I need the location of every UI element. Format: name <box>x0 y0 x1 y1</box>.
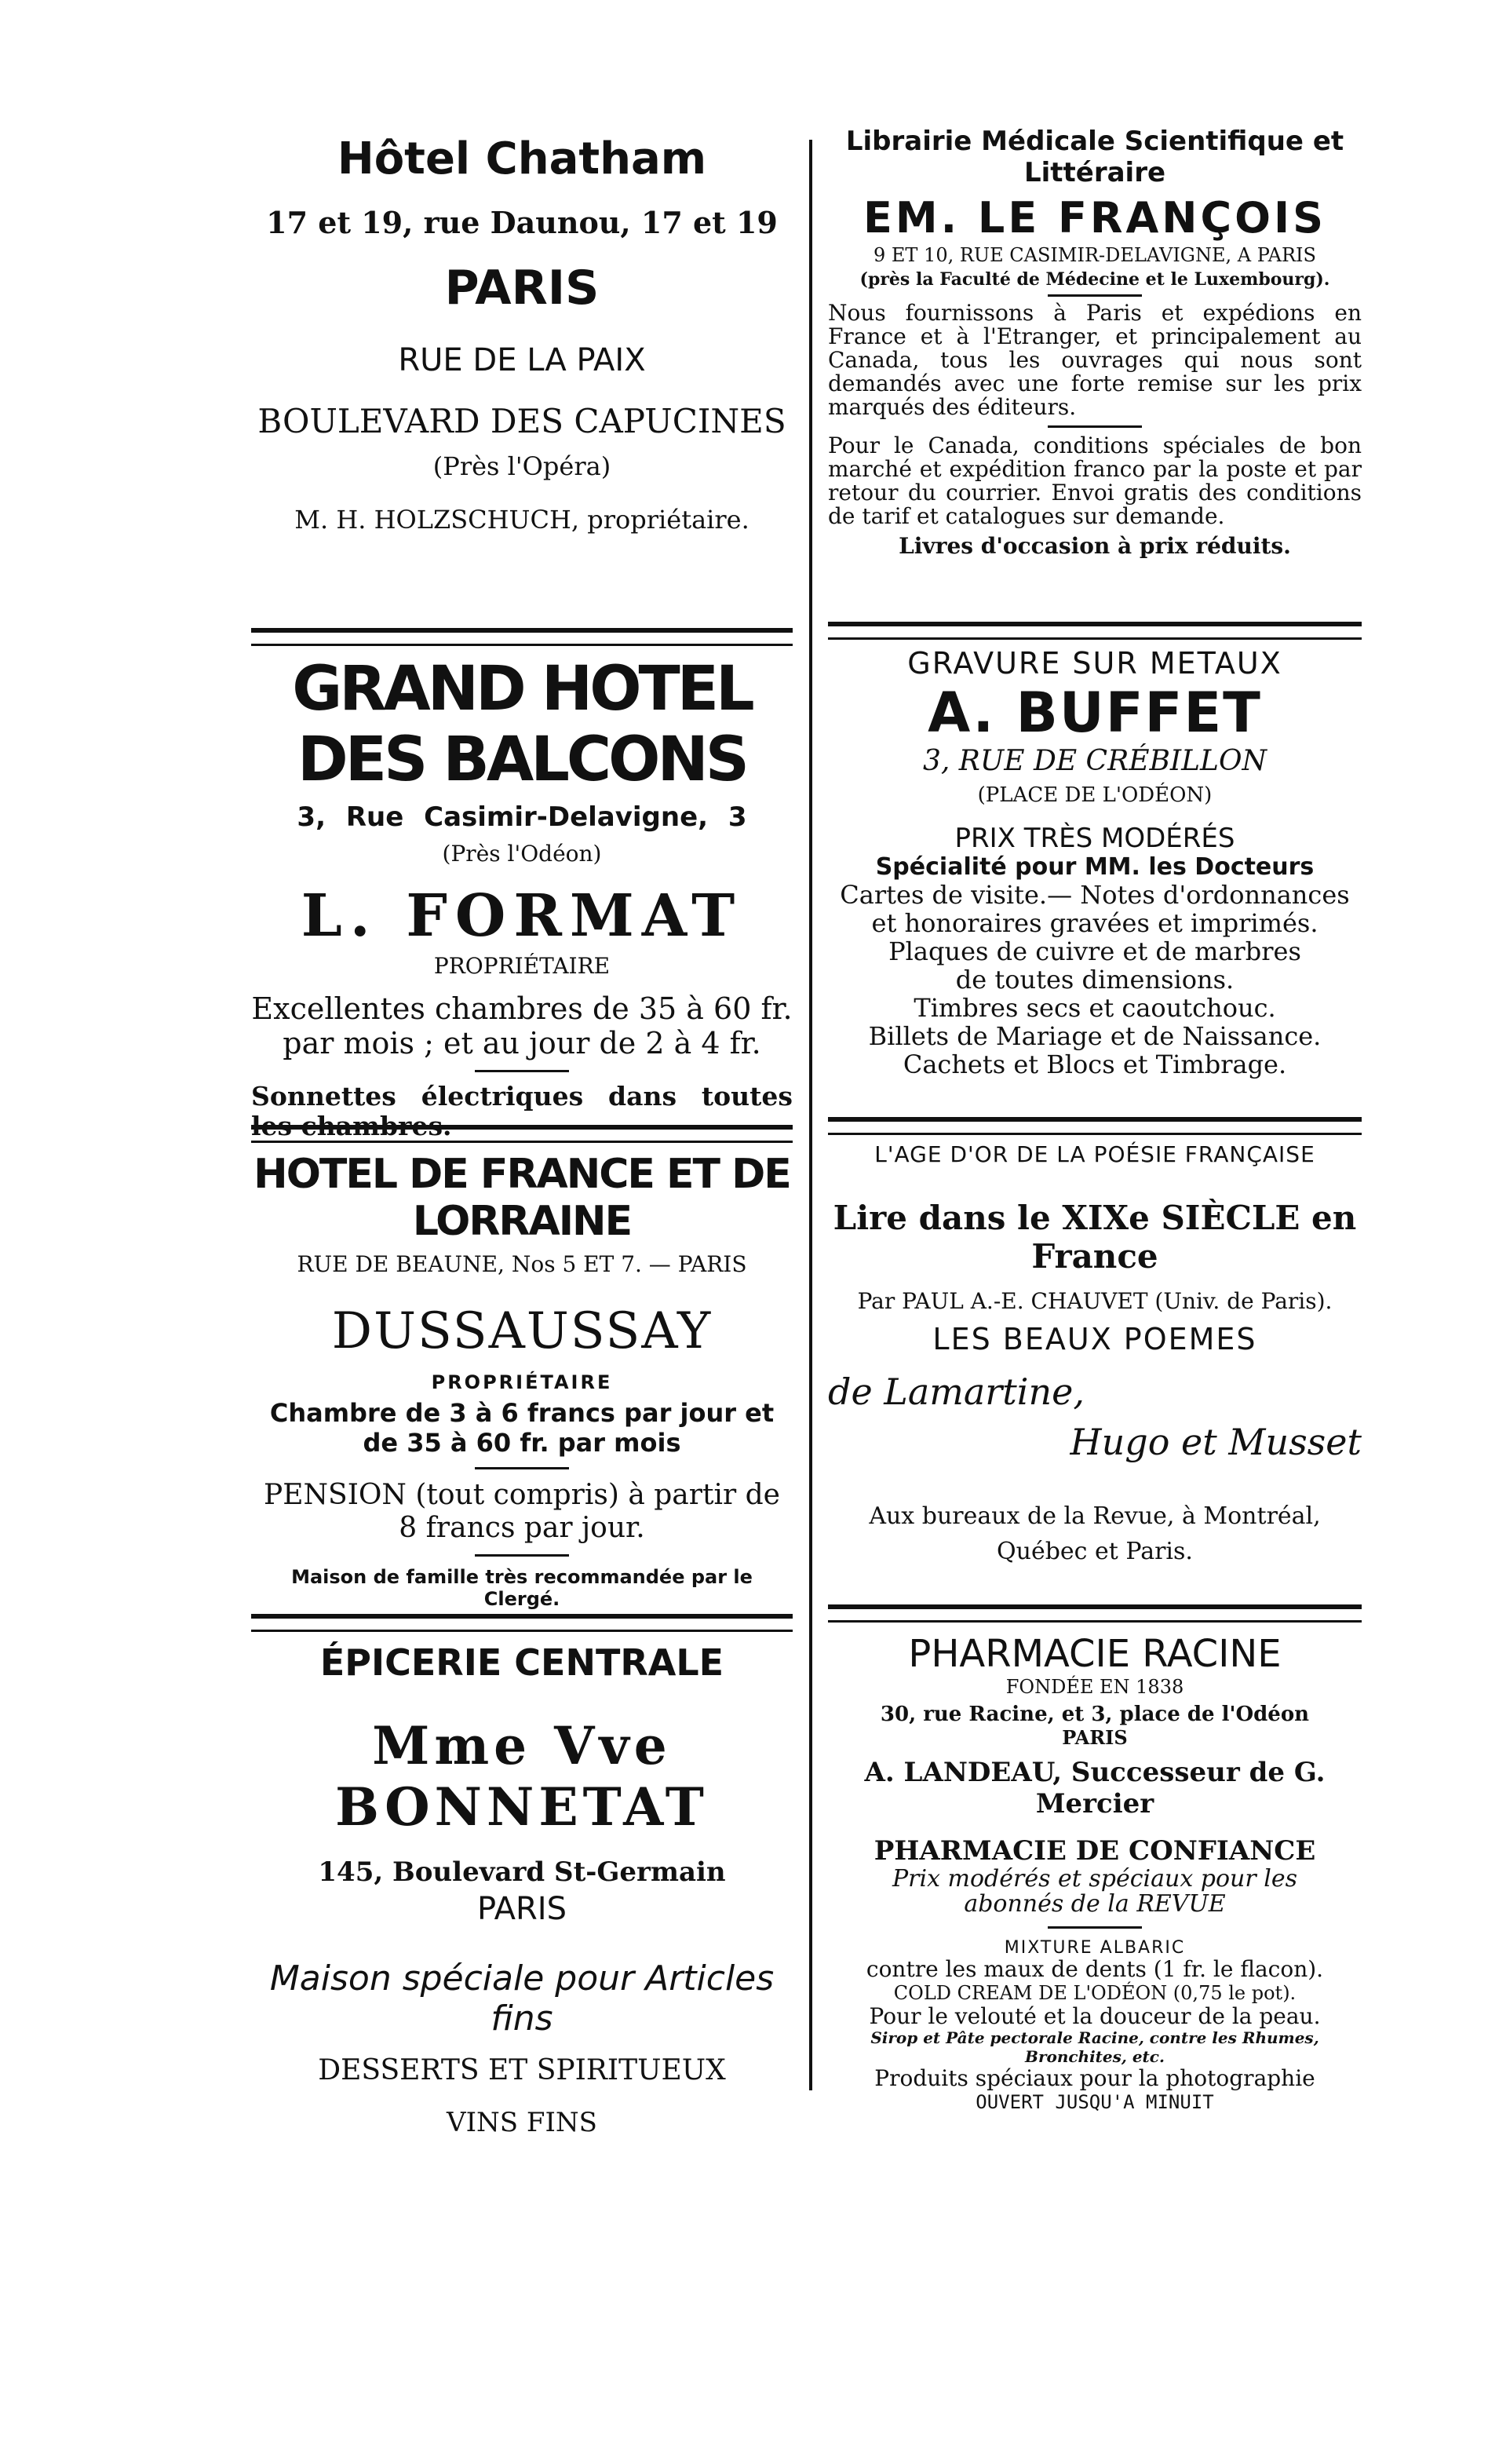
heading: GRAVURE SUR METAUX <box>907 646 1282 681</box>
ad-grand-hotel-balcons <box>251 654 793 1141</box>
ad-hotel-chatham <box>251 133 793 628</box>
shop-city: PARIS <box>477 1891 567 1927</box>
products-1: DESSERTS ET SPIRITUEUX <box>318 2054 726 2086</box>
hotel-city: PARIS <box>444 261 600 316</box>
pharmacy-city: PARIS <box>1062 1726 1128 1749</box>
product-1: MIXTURE ALBARIC <box>1004 1938 1186 1958</box>
service-5: Timbres secs et caoutchouc. <box>914 993 1276 1023</box>
ad-poesie-francaise <box>828 1141 1362 1604</box>
short-rule <box>475 1070 569 1072</box>
product-2-desc: Pour le velouté et la douceur de la peau. <box>869 2003 1321 2029</box>
owner-name: L. FORMAT <box>301 882 743 950</box>
book-subtitle: LES BEAUX POEMES <box>932 1322 1257 1356</box>
office-2: Québec et Paris. <box>997 1538 1193 1565</box>
street-1: RUE DE LA PAIX <box>398 342 646 378</box>
ad-hotel-france-lorraine <box>251 1151 793 1614</box>
hotel-name: GRAND HOTEL DES BALCONS <box>292 654 752 795</box>
shop-address: 3, RUE DE CRÉBILLON <box>923 745 1267 777</box>
recommendation: Maison de famille très recommandée par le Clergé. <box>291 1566 753 1610</box>
heading: L'AGE D'OR DE LA POÉSIE FRANÇAISE <box>874 1141 1315 1167</box>
street-2: BOULEVARD DES CAPUCINES <box>257 402 786 440</box>
pension: PENSION (tout compris) à partir de 8 francs par jour. <box>264 1479 780 1544</box>
near-location: (près la Faculté de Médecine et le Luxembourg). <box>859 269 1330 290</box>
short-rule <box>1048 1926 1142 1929</box>
special-prices: Prix modérés et spéciaux pour les abonnés de la REVUE <box>892 1865 1298 1918</box>
service-2: et honoraires gravées et imprimés. <box>871 908 1318 938</box>
column-divider <box>809 140 812 2090</box>
prices: PRIX TRÈS MODÉRÉS <box>954 823 1235 854</box>
separator <box>251 628 793 646</box>
specialty: Spécialité pour MM. les Docteurs <box>875 853 1315 881</box>
ad-librairie <box>828 126 1362 622</box>
description: Nous fournissons à Paris et expédions en France et à l'Etranger, et principalement au Canada, tous les ouvrages qui nous sont demandés avec une forte remise sur les prix marqués des éditeurs. <box>828 300 1362 420</box>
founded: FONDÉE EN 1838 <box>1005 1676 1184 1698</box>
near-location: (Près l'Odéon) <box>442 841 602 867</box>
trust: PHARMACIE DE CONFIANCE <box>874 1835 1316 1867</box>
pharmacy-name: PHARMACIE RACINE <box>908 1632 1282 1676</box>
separator <box>828 1117 1362 1135</box>
short-rule <box>1048 425 1142 428</box>
electric-bells: Sonnettes électriques dans toutes les chambres. <box>251 1081 793 1141</box>
shop-title: Librairie Médicale Scientifique et Littéraire <box>845 126 1344 188</box>
used-books: Livres d'occasion à prix réduits. <box>899 533 1291 559</box>
opening-hours: OUVERT JUSQU'A MINUIT <box>976 2091 1214 2113</box>
owner-title: PROPRIÉTAIRE <box>431 1371 613 1393</box>
product-2: COLD CREAM DE L'ODÉON (0,75 le pot). <box>893 1982 1297 2004</box>
poets-line-2: Hugo et Musset <box>1070 1421 1362 1463</box>
separator <box>251 1614 793 1632</box>
service-6: Billets de Mariage et de Naissance. <box>868 1021 1322 1051</box>
place: (PLACE DE L'ODÉON) <box>977 783 1213 807</box>
ad-buffet-gravure <box>828 646 1362 1117</box>
hotel-name: Hôtel Chatham <box>337 133 707 184</box>
owner-name: Mme Vve BONNETAT <box>335 1715 709 1838</box>
short-rule <box>475 1554 569 1557</box>
near-location: (Près l'Opéra) <box>432 451 611 481</box>
ad-pharmacie-racine <box>828 1632 1362 2113</box>
owner-name: A. BUFFET <box>928 681 1262 745</box>
right-column <box>828 126 1362 2113</box>
book-title: Lire dans le XIXe SIÈCLE en France <box>833 1199 1357 1276</box>
owner: A. LANDEAU, Successeur de G. Mercier <box>864 1757 1326 1820</box>
service-1: Cartes de visite.— Notes d'ordonnances <box>840 880 1350 910</box>
product-3: Sirop et Pâte pectorale Racine, contre les Rhumes, Bronchites, etc. <box>870 2028 1319 2066</box>
specialty: Maison spéciale pour Articles fins <box>269 1958 775 2039</box>
products-2: VINS FINS <box>447 2107 597 2138</box>
room-prices: Excellentes chambres de 35 à 60 fr. par mois ; et au jour de 2 à 4 fr. <box>251 991 793 1060</box>
separator <box>828 622 1362 640</box>
separator <box>828 1604 1362 1623</box>
poets-line-1: de Lamartine, <box>828 1371 1085 1413</box>
hotel-name: HOTEL DE FRANCE ET DE LORRAINE <box>253 1151 790 1245</box>
office-1: Aux bureaux de la Revue, à Montréal, <box>869 1502 1321 1530</box>
short-rule <box>1048 294 1142 297</box>
owner: M. H. HOLZSCHUCH, propriétaire. <box>294 505 750 535</box>
owner-name: DUSSAUSSAY <box>331 1302 713 1360</box>
service-4: de toutes dimensions. <box>955 965 1235 995</box>
service-3: Plaques de cuivre et de marbres <box>888 936 1301 966</box>
product-1-desc: contre les maux de dents (1 fr. le flacon). <box>866 1956 1324 1982</box>
book-author: Par PAUL A.-E. CHAUVET (Univ. de Paris). <box>857 1288 1333 1314</box>
pharmacy-address: 30, rue Racine, et 3, place de l'Odéon <box>880 1703 1310 1726</box>
ad-epicerie-centrale <box>251 1641 793 2138</box>
owner-title: PROPRIÉTAIRE <box>433 953 611 979</box>
left-column <box>251 126 793 2138</box>
canada-terms: Pour le Canada, conditions spéciales de bon marché et expédition franco par la poste et par retour du courrier. Envoi gratis des conditions de tarif et catalogues sur demande. <box>828 433 1362 529</box>
hotel-address: RUE DE BEAUNE, Nos 5 ET 7. — PARIS <box>297 1251 747 1277</box>
shop-address: 145, Boulevard St-Germain <box>318 1856 726 1888</box>
shop-address: 9 ET 10, RUE CASIMIR-DELAVIGNE, A PARIS <box>874 244 1316 266</box>
photography: Produits spéciaux pour la photographie <box>874 2065 1315 2091</box>
hotel-address: 3, Rue Casimir-Delavigne, 3 <box>297 801 747 833</box>
room-prices: Chambre de 3 à 6 francs par jour et de 35 à 60 fr. par mois <box>269 1398 775 1458</box>
short-rule <box>475 1467 569 1469</box>
hotel-address: 17 et 19, rue Daunou, 17 et 19 <box>266 205 778 240</box>
shop-name: ÉPICERIE CENTRALE <box>319 1641 724 1684</box>
service-7: Cachets et Blocs et Timbrage. <box>903 1049 1287 1079</box>
owner-name: EM. LE FRANÇOIS <box>863 193 1326 243</box>
